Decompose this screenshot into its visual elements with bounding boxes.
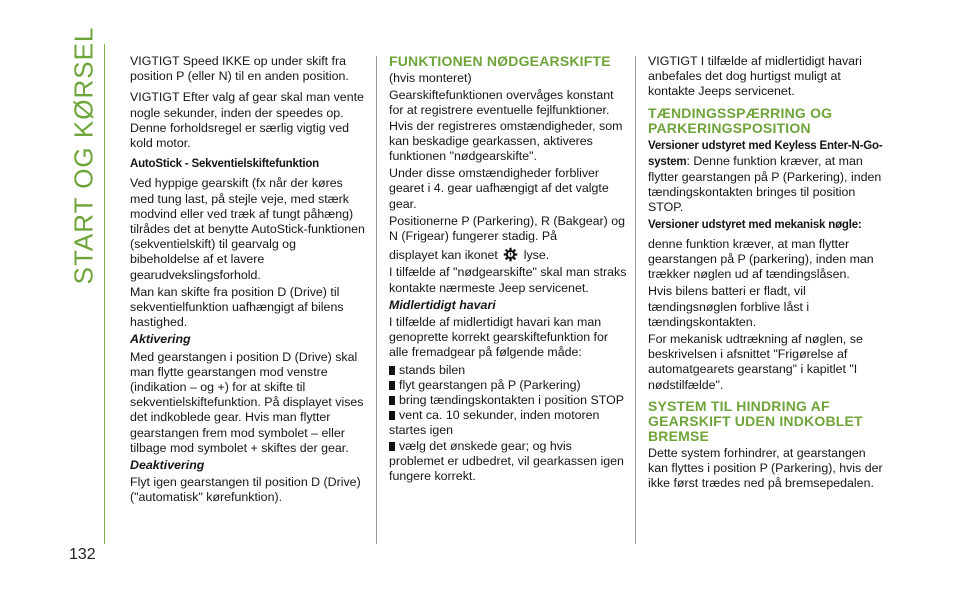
- inline-text: lyse.: [523, 248, 550, 263]
- list-item: flyt gearstangen på P (Parkering): [389, 378, 627, 393]
- bullet-square-icon: [389, 442, 395, 451]
- bullet-square-icon: [389, 411, 395, 420]
- list-item: stands bilen: [389, 363, 627, 378]
- section-subheading: Midlertidigt havari: [389, 297, 496, 312]
- column-separator-1: [376, 56, 377, 544]
- page-number: 132: [69, 546, 96, 563]
- body-paragraph: Ved hyppige gearskift (fx når der køres med tung last, på stejle veje, med stærk modvind eller ved træk af tungt påhæng) tilrådes det at benytte AutoStick-funktionen (sekventielskift) til gearvalg og bibeholdelse af et lavere gearudvekslingsforhold.: [130, 176, 365, 282]
- inline-text: : Denne funktion kræver, at man flytter gearstangen på P (Parkering), inden tændingskontakten bringes til position STOP.: [648, 153, 882, 215]
- body-paragraph: Under disse omstændigheder forbliver gearet i 4. gear uafhængigt af det valgte gear.: [389, 166, 609, 211]
- inline-text: displayet kan ikonet: [389, 248, 498, 263]
- body-paragraph: Man kan skifte fra position D (Drive) til sekventielfunktion uafhængigt af bilens hastighed.: [130, 284, 344, 330]
- body-paragraph: denne funktion kræver, at man flytter gearstangen på P (parkering), inden man trækker nøglen ud af tændingslåsen.: [648, 236, 874, 282]
- chapter-title-text: START OG KØRSEL: [68, 26, 99, 284]
- note-paragraph: VIGTIGT I tilfælde af midlertidigt havari anbefales det dog hurtigst muligt at kontakte Jeeps servicenet.: [648, 54, 862, 99]
- section-heading: TÆNDINGSSPÆRRING OG PARKERINGSPOSITION: [648, 104, 833, 136]
- section-subheading: AutoStick - Sekventielskiftefunktion: [130, 158, 319, 171]
- note-paragraph: VIGTIGT Efter valg af gear skal man vente nogle sekunder, inden der speedes op. Denne forholdsregel er særlig vigtig ved kold motor.: [130, 90, 364, 151]
- section-subheading: Deaktivering: [130, 458, 205, 473]
- chapter-title: [66, 26, 102, 284]
- column-1: [130, 54, 366, 508]
- chapter-divider: [104, 44, 105, 544]
- body-paragraph: Positionerne P (Parkering), R (Bakgear) og N (Frigear) fungerer stadig. På: [389, 213, 625, 244]
- section-subheading: Aktivering: [130, 332, 191, 347]
- body-paragraph: For mekanisk udtrækning af nøglen, se beskrivelsen i afsnittet "Frigørelse af automatgearets gearstang" i kapitlet "I nødstilfælde".: [648, 332, 863, 392]
- body-paragraph: Dette system forhindrer, at gearstangen kan flyttes i position P (Parkering), hvis der ikke først trædes ned på bremsepedalen.: [648, 445, 883, 491]
- bullet-square-icon: [389, 381, 395, 390]
- body-paragraph: Hvis bilens batteri er fladt, vil tændingsnøglen forblive låst i tændingskontakten.: [648, 284, 810, 329]
- section-heading: FUNKTIONEN NØDGEARSKIFTE: [389, 53, 611, 69]
- column-2: [389, 54, 627, 484]
- gear-warning-icon: [503, 247, 518, 262]
- version-label: Versioner udstyret med mekanisk nøgle:: [648, 218, 862, 231]
- step-list: [389, 363, 627, 485]
- column-3: [648, 54, 888, 493]
- section-note: (hvis monteret): [389, 71, 472, 85]
- list-item: bring tændingskontakten i position STOP: [389, 393, 627, 408]
- body-paragraph: I tilfælde af midlertidigt havari kan man genoprette korrekt gearskiftefunktion for alle fremadgear på følgende måde:: [389, 315, 609, 360]
- version-label: Versioner udstyret med Keyless Enter-N-Go-system: [648, 139, 883, 168]
- body-paragraph: [648, 138, 888, 216]
- body-paragraph: I tilfælde af "nødgearskifte" skal man straks kontakte nærmeste Jeep servicenet.: [389, 265, 627, 295]
- bullet-square-icon: [389, 396, 395, 405]
- note-paragraph: VIGTIGT Speed IKKE op under skift fra position P (eller N) til en anden position.: [130, 54, 349, 84]
- list-item: vent ca. 10 sekunder, inden motoren startes igen: [389, 408, 600, 438]
- column-separator-2: [635, 56, 636, 544]
- body-paragraph-with-icon: [389, 247, 627, 263]
- body-paragraph: Gearskiftefunktionen overvåges konstant for at registrere eventuelle fejlfunktioner. Hvis der registreres omstændigheder, som kan beskadige gearkassen, aktiveres funktionen "nødgearskifte".: [389, 88, 623, 164]
- bullet-square-icon: [389, 366, 395, 375]
- body-paragraph: Flyt igen gearstangen til position D (Drive) ("automatisk" kørefunktion).: [130, 475, 361, 505]
- section-heading: SYSTEM TIL HINDRING AF GEARSKIFT UDEN INDKOBLET BREMSE: [648, 397, 863, 444]
- body-paragraph: Med gearstangen i position D (Drive) skal man flytte gearstangen mod venstre (indikation – og +) for at skifte til sekventielskiftefunktion. På displayet vises det indkoblede gear. Hvis man flytter gearstangen frem mod symbolet – eller tilbage mod symbolet + skiftes der gear.: [130, 349, 364, 455]
- list-item: vælg det ønskede gear; og hvis problemet er udbedret, vil gearkassen igen fungere korrekt.: [389, 438, 624, 484]
